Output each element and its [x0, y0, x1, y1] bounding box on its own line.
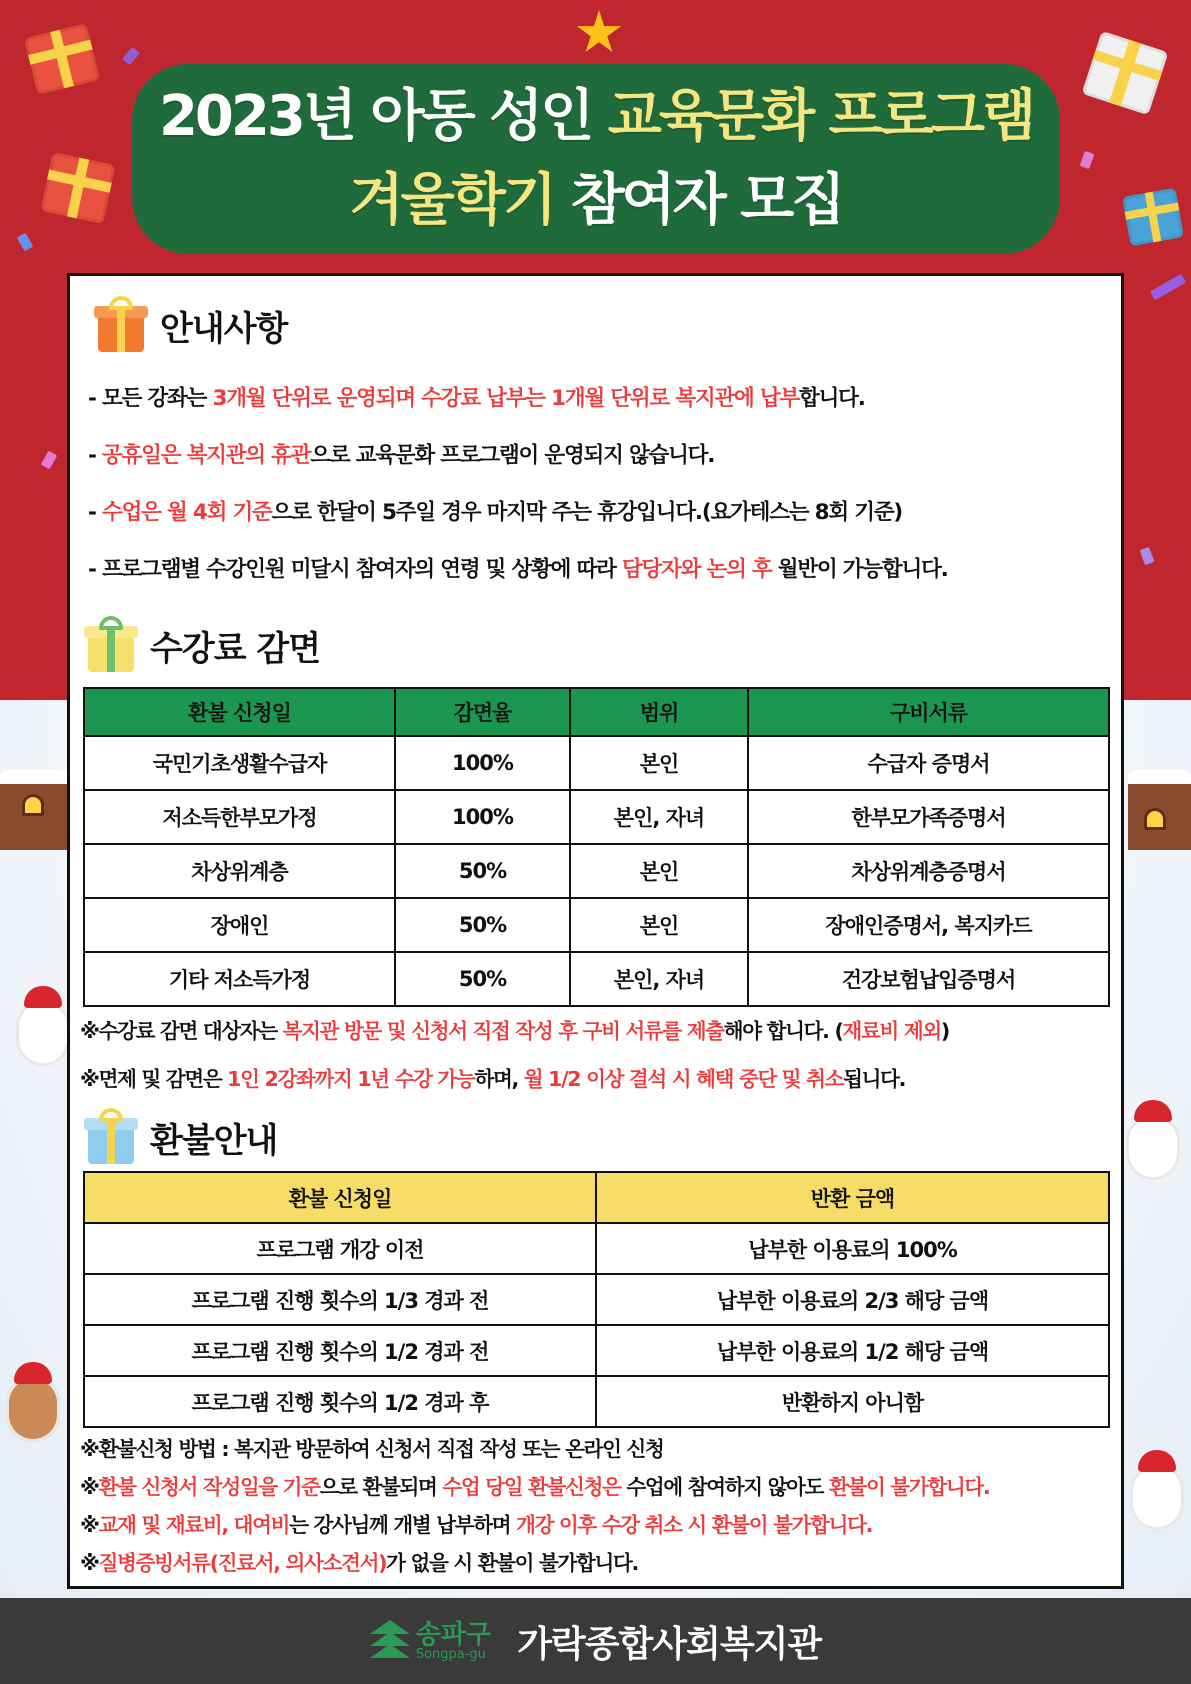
santa-icon — [1126, 1114, 1180, 1180]
refund-note-1: ※환불신청 방법 : 복지관 방문하여 신청서 직접 작성 또는 온라인 신청 — [80, 1437, 664, 1461]
house-icon — [0, 770, 70, 850]
organization-name: 가락종합사회복지관 — [517, 1623, 822, 1665]
confetti-icon — [1080, 151, 1095, 169]
table-cell: 50% — [395, 898, 570, 952]
footer — [0, 1598, 1191, 1684]
refund-title: 환불안내 — [150, 1120, 278, 1161]
table-row — [84, 1376, 1109, 1427]
notice-heading — [92, 296, 287, 354]
table-cell: 프로그램 진행 횟수의 1/2 경과 전 — [84, 1325, 596, 1376]
table-cell: 프로그램 진행 횟수의 1/2 경과 후 — [84, 1376, 596, 1427]
title-line-1-white: 2023년 아동 성인 — [158, 84, 608, 149]
table-cell: 100% — [395, 736, 570, 790]
table-cell: 건강보험납입증명서 — [748, 952, 1109, 1006]
title-line-2-yellow: 겨울학기 — [349, 168, 554, 233]
table-cell: 차상위계층 — [84, 844, 395, 898]
refund-note-3: ※교재 및 재료비, 대여비는 강사님께 개별 납부하며 개강 이후 수강 취소 시 환불이 불가합니다. — [80, 1513, 873, 1537]
table-row — [84, 1325, 1109, 1376]
reindeer-icon — [6, 1376, 60, 1442]
logo-korean: 송파구 — [415, 1619, 492, 1650]
table-cell: 차상위계층증명서 — [748, 844, 1109, 898]
discount-note-1: ※수강료 감면 대상자는 복지관 방문 및 신청서 직접 작성 후 구비 서류를 제출해야 합니다. (재료비 제외) — [80, 1019, 949, 1043]
gift-icon — [1082, 31, 1169, 115]
tree-icon — [370, 1616, 410, 1666]
column-header: 감면율 — [395, 688, 570, 736]
notice-list — [88, 384, 1108, 612]
gift-icon — [82, 1108, 140, 1166]
gift-icon — [24, 23, 100, 95]
table-cell: 국민기초생활수급자 — [84, 736, 395, 790]
content-panel — [67, 273, 1124, 1589]
table-row — [84, 898, 1109, 952]
table-cell: 본인 — [570, 736, 748, 790]
table-cell: 수급자 증명서 — [748, 736, 1109, 790]
confetti-icon — [41, 451, 58, 470]
snowman-icon — [16, 1000, 70, 1066]
table-cell: 프로그램 개강 이전 — [84, 1223, 596, 1274]
notice-item: - 공휴일은 복지관의 휴관으로 교육문화 프로그램이 운영되지 않습니다. — [88, 443, 715, 468]
table-row — [84, 790, 1109, 844]
gift-icon — [92, 296, 150, 354]
gift-icon — [1122, 188, 1184, 247]
title-line-2-white: 참여자 모집 — [553, 168, 843, 233]
table-cell: 납부한 이용료의 2/3 해당 금액 — [596, 1274, 1109, 1325]
notice-item: - 수업은 월 4회 기준으로 한달이 5주일 경우 마지막 주는 휴강입니다.(요가테스는 8회 기준) — [88, 500, 903, 525]
title-line-1 — [159, 78, 1033, 156]
column-header: 환불 신청일 — [84, 1172, 596, 1223]
discount-heading — [82, 616, 320, 674]
table-row — [84, 952, 1109, 1006]
songpa-logo — [370, 1616, 491, 1666]
title-banner — [132, 64, 1060, 254]
discount-table — [83, 687, 1110, 1007]
table-cell: 본인, 자녀 — [570, 790, 748, 844]
column-header: 환불 신청일 — [84, 688, 395, 736]
house-icon — [1128, 770, 1191, 850]
table-cell: 장애인증명서, 복지카드 — [748, 898, 1109, 952]
table-cell: 프로그램 진행 횟수의 1/3 경과 전 — [84, 1274, 596, 1325]
gift-icon — [82, 616, 140, 674]
refund-table — [83, 1171, 1110, 1428]
table-cell: 기타 저소득가정 — [84, 952, 395, 1006]
table-cell: 반환하지 아니함 — [596, 1376, 1109, 1427]
table-cell: 50% — [395, 844, 570, 898]
confetti-icon — [1140, 547, 1155, 565]
title-line-2 — [350, 162, 843, 240]
title-line-1-yellow: 교육문화 프로그램 — [607, 84, 1034, 149]
notice-title: 안내사항 — [160, 308, 288, 349]
table-cell: 저소득한부모가정 — [84, 790, 395, 844]
discount-title: 수강료 감면 — [150, 628, 321, 669]
confetti-icon — [1150, 274, 1186, 301]
table-cell: 납부한 이용료의 100% — [596, 1223, 1109, 1274]
table-cell: 장애인 — [84, 898, 395, 952]
gift-icon — [40, 152, 115, 224]
snowman-icon — [1130, 1464, 1184, 1530]
table-cell: 100% — [395, 790, 570, 844]
refund-note-2: ※환불 신청서 작성일을 기준으로 환불되며 수업 당일 환불신청은 수업에 참여하지 않아도 환불이 불가합니다. — [80, 1475, 990, 1499]
table-cell: 한부모가족증명서 — [748, 790, 1109, 844]
confetti-icon — [122, 47, 140, 66]
star-icon — [576, 10, 622, 56]
table-cell: 납부한 이용료의 1/2 해당 금액 — [596, 1325, 1109, 1376]
refund-heading — [82, 1108, 277, 1166]
notice-item: - 모든 강좌는 3개월 단위로 운영되며 수강료 납부는 1개월 단위로 복지관에 납부합니다. — [88, 386, 865, 411]
table-row — [84, 1223, 1109, 1274]
logo-english: Songpa-gu — [415, 1646, 486, 1662]
table-row — [84, 736, 1109, 790]
table-cell: 본인 — [570, 844, 748, 898]
table-cell: 본인, 자녀 — [570, 952, 748, 1006]
column-header: 반환 금액 — [596, 1172, 1109, 1223]
refund-note-4: ※질병증빙서류(진료서, 의사소견서)가 없을 시 환불이 불가합니다. — [80, 1551, 639, 1575]
table-cell: 본인 — [570, 898, 748, 952]
discount-note-2: ※면제 및 감면은 1인 2강좌까지 1년 수강 가능하며, 월 1/2 이상 결석 시 혜택 중단 및 취소됩니다. — [80, 1067, 906, 1091]
table-header-row — [84, 1172, 1109, 1223]
table-row — [84, 1274, 1109, 1325]
table-header-row — [84, 688, 1109, 736]
table-row — [84, 844, 1109, 898]
table-cell: 50% — [395, 952, 570, 1006]
column-header: 범위 — [570, 688, 748, 736]
column-header: 구비서류 — [748, 688, 1109, 736]
notice-item: - 프로그램별 수강인원 미달시 참여자의 연령 및 상황에 따라 담당자와 논의 후 월반이 가능합니다. — [88, 557, 948, 582]
confetti-icon — [17, 233, 34, 252]
